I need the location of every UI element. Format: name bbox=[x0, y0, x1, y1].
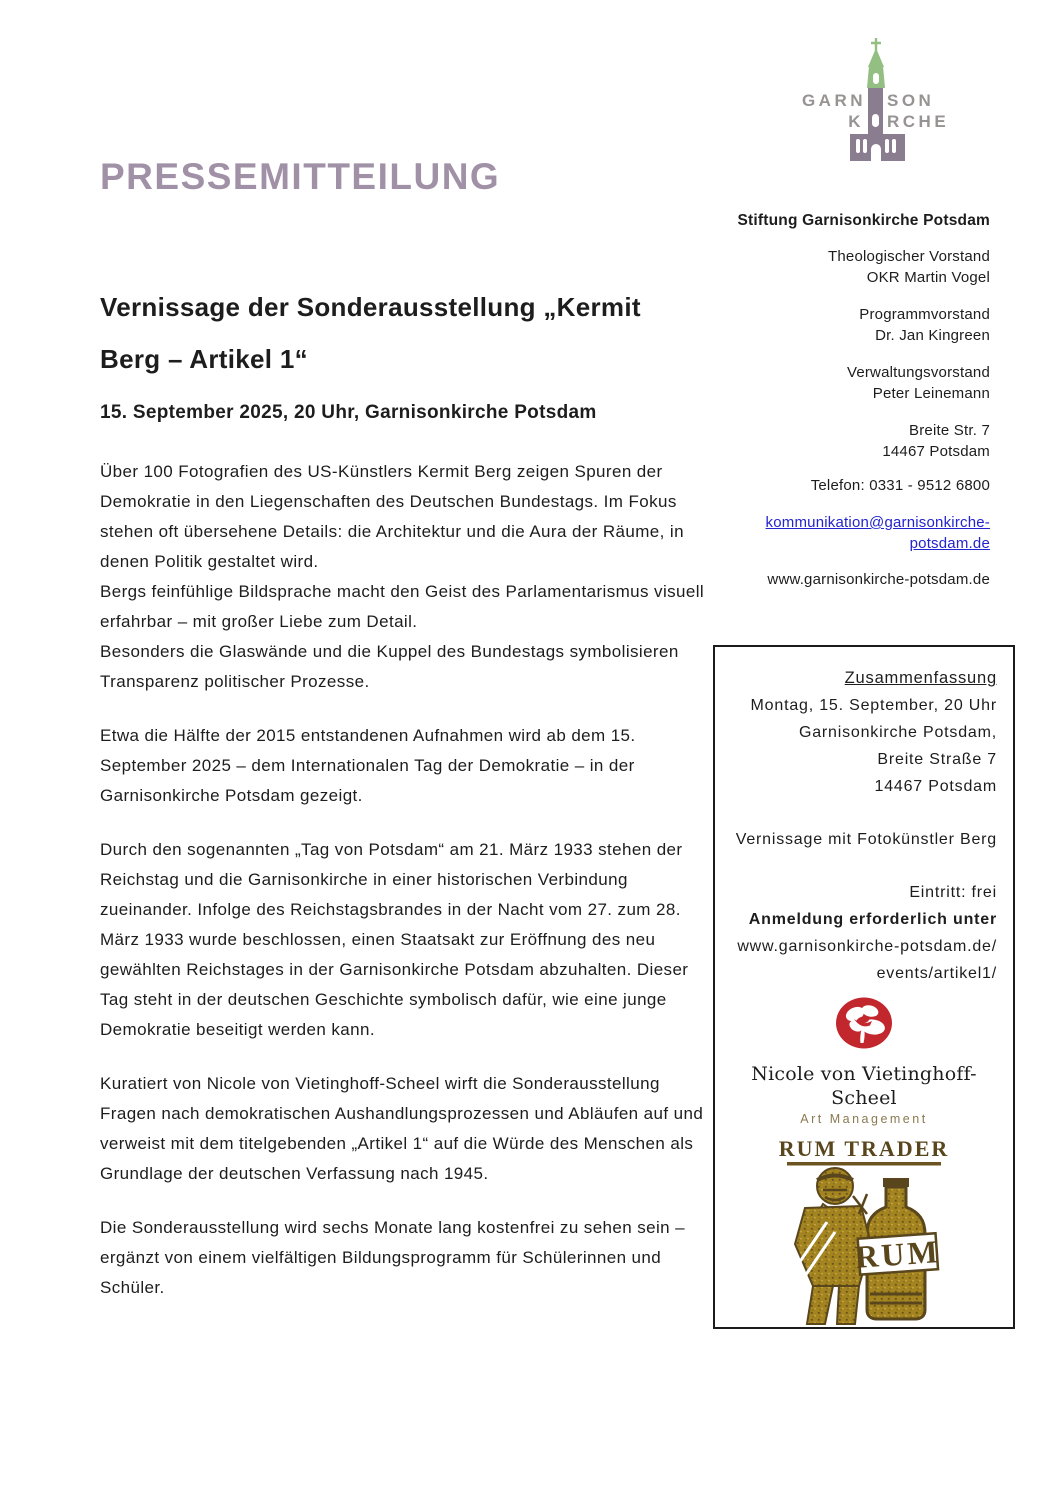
curator-subtitle: Art Management bbox=[800, 1112, 928, 1126]
curator-logo bbox=[731, 997, 997, 1128]
board-role: Verwaltungsvorstand bbox=[846, 364, 990, 381]
website-url: www.garnisonkirche-potsdam.de bbox=[767, 571, 990, 588]
contact-sidebar bbox=[660, 210, 990, 606]
board-person: Dr. Jan Kingreen bbox=[875, 327, 990, 344]
email-link[interactable] bbox=[660, 512, 990, 554]
summary-box bbox=[713, 645, 1015, 1329]
paragraph-5 bbox=[100, 1213, 712, 1303]
board-entry bbox=[660, 246, 990, 288]
summary-vernissage: Vernissage mit Fotokünstler Berg bbox=[735, 831, 997, 848]
summary-event-datetime: Montag, 15. September, 20 Uhr bbox=[750, 697, 997, 714]
paragraph-line: Kuratiert von Nicole von Vietinghoff-Scheel wirft die Sonderausstellung Fragen nach demokratischen Aushandlungsprozessen und Abläufen auf und verweist mit dem titelgebenden „Artikel 1“ auf die Würde des Menschen als Grundlage der deutschen Verfassung nach 1945. bbox=[100, 1074, 704, 1183]
organization-name: Stiftung Garnisonkirche Potsdam bbox=[737, 212, 990, 229]
paragraph-4 bbox=[100, 1069, 712, 1189]
page-title: PRESSEMITTEILUNG bbox=[100, 156, 501, 197]
paragraph-line: Über 100 Fotografien des US-Künstlers Kermit Berg zeigen Spuren der Demokratie in den Liegenschaften des Deutschen Bundestags. Im Fokus stehen oft übersehene Details: die Architektur und die Aura der Räume, in denen Politik gestaltet wird. bbox=[100, 462, 684, 571]
garnisonkirche-logo bbox=[790, 35, 955, 175]
paragraph-3 bbox=[100, 835, 712, 1045]
summary-registration: Anmeldung erforderlich unter bbox=[748, 911, 997, 928]
summary-admission: Eintritt: frei bbox=[909, 884, 997, 901]
paragraph-2 bbox=[100, 721, 712, 811]
logo-text-rche: RCHE bbox=[887, 112, 950, 131]
paragraph-line: Durch den sogenannten „Tag von Potsdam“ am 21. März 1933 stehen der Reichstag und die Garnisonkirche in einer historischen Verbindung zueinander. Infolge des Reichstagsbrandes in der Nacht vom 27. zum 28. März 1933 wurde beschlossen, einen Staatsakt zur Eröffnung des neu gewählten Reichstages in der Garnisonkirche Potsdam abzuhalten. Dieser Tag steht in der deutschen Geschichte symbolisch dafür, wie eine junge Demokratie beseitigt werden kann. bbox=[100, 840, 689, 1039]
summary-event-city: 14467 Potsdam bbox=[874, 778, 997, 795]
postal-address bbox=[660, 420, 990, 462]
board-role: Programmvorstand bbox=[859, 306, 990, 323]
phone-number: Telefon: 0331 - 9512 6800 bbox=[810, 477, 990, 494]
summary-event-street: Breite Straße 7 bbox=[877, 751, 997, 768]
address-city: 14467 Potsdam bbox=[882, 443, 990, 460]
summary-url-line: events/artikel1/ bbox=[876, 965, 997, 982]
church-tower-icon bbox=[790, 35, 955, 170]
paragraph-line: Bergs feinfühlige Bildsprache macht den Geist des Parlamentarismus visuell erfahrbar – mit großer Liebe zum Detail. bbox=[100, 582, 705, 631]
paragraph-line: Die Sonderausstellung wird sechs Monate lang kostenfrei zu sehen sein – ergänzt von einem vielfältigen Bildungsprogramm für Schülerinnen und Schüler. bbox=[100, 1218, 686, 1297]
rum-trader-woodcut-icon bbox=[775, 1136, 953, 1328]
rum-trader-title: RUM TRADER bbox=[778, 1136, 950, 1161]
email-line: kommunikation@garnisonkirche- bbox=[765, 514, 990, 531]
board-entry bbox=[660, 362, 990, 404]
logo-text-k: K bbox=[848, 112, 864, 131]
board-person: Peter Leinemann bbox=[872, 385, 990, 402]
logo-text-garn: GARN bbox=[801, 91, 866, 110]
summary-event-venue: Garnisonkirche Potsdam, bbox=[798, 724, 997, 741]
article-subtitle: 15. September 2025, 20 Uhr, Garnisonkirche Potsdam bbox=[100, 402, 597, 423]
board-person: OKR Martin Vogel bbox=[866, 269, 990, 286]
article-title: Vernissage der Sonderausstellung „Kermit Berg – Artikel 1“ bbox=[100, 292, 641, 374]
paragraph-line: Besonders die Glaswände und die Kuppel des Bundestags symbolisieren Transparenz politischer Prozesse. bbox=[100, 642, 679, 691]
summary-heading: Zusammenfassung bbox=[844, 669, 997, 687]
article-body bbox=[100, 457, 712, 1327]
summary-url-line: www.garnisonkirche-potsdam.de/ bbox=[737, 938, 997, 955]
paragraph-line: Etwa die Hälfte der 2015 entstandenen Aufnahmen wird ab dem 15. September 2025 – dem Internationalen Tag der Demokratie – in der Garnisonkirche Potsdam gezeigt. bbox=[100, 726, 636, 805]
curator-name: Nicole von Vietinghoff-Scheel bbox=[751, 1063, 977, 1109]
logo-text-son: SON bbox=[887, 91, 935, 110]
board-entry bbox=[660, 304, 990, 346]
rum-trader-logo bbox=[731, 1136, 997, 1337]
email-line: potsdam.de bbox=[909, 535, 990, 552]
board-role: Theologischer Vorstand bbox=[828, 248, 990, 265]
rum-bottle-label: RUM bbox=[853, 1232, 942, 1275]
red-orchid-icon bbox=[835, 997, 893, 1051]
paragraph-1 bbox=[100, 457, 712, 697]
address-street: Breite Str. 7 bbox=[909, 422, 990, 439]
